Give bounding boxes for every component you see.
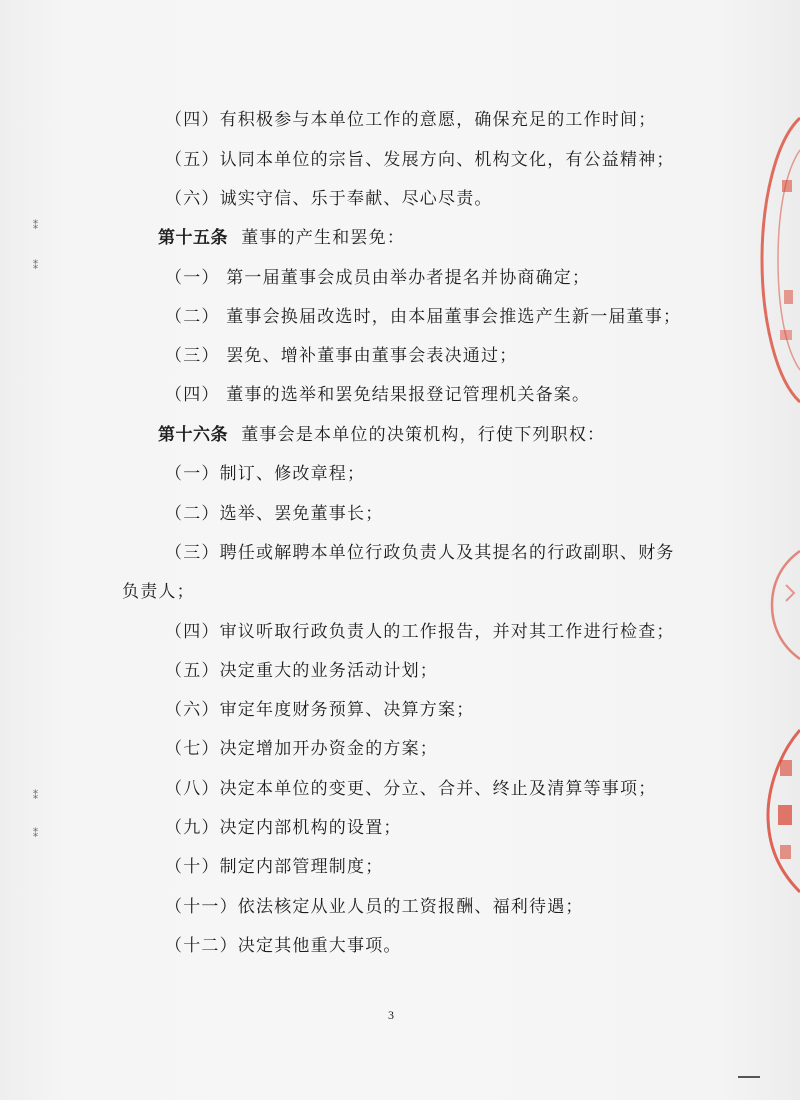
article-16-item: （九）决定内部机构的设置； (165, 818, 402, 838)
article-16-item: （八）决定本单位的变更、分立、合并、终止及清算等事项； (165, 779, 657, 799)
article-15-item: （一） 第一届董事会成员由举办者提名并协商确定； (165, 268, 591, 288)
article-16-item-continuation: 负责人； (122, 582, 195, 602)
partial-seal-bottom (756, 720, 800, 900)
article-16-item: （十一）依法核定从业人员的工资报酬、福利待遇； (165, 897, 584, 917)
article-16-item: （二）选举、罢免董事长； (165, 504, 384, 524)
article-16-item: （四）审议听取行政负责人的工作报告，并对其工作进行检查； (165, 622, 675, 642)
partial-seal-top (756, 110, 800, 410)
article-16-item: （一）制订、修改章程； (165, 464, 366, 484)
page-number: 3 (388, 1008, 394, 1022)
scan-speck: ⁑ (33, 829, 38, 840)
article-16-item: （十）制定内部管理制度； (165, 857, 384, 877)
scan-speck: ⁑ (33, 221, 38, 232)
article-16-item: （三）聘任或解聘本单位行政负责人及其提名的行政副职、财务 (165, 543, 675, 563)
scan-speck: ⁑ (33, 261, 38, 272)
article-15-item: （四） 董事的选举和罢免结果报登记管理机关备案。 (165, 385, 591, 405)
article-16-item: （七）决定增加开办资金的方案； (165, 739, 438, 759)
article-15-heading-line (158, 228, 405, 248)
article-16-heading-line (158, 425, 605, 445)
article-16-item: （五）决定重大的业务活动计划； (165, 661, 438, 681)
article-15-title: 董事的产生和罢免： (241, 228, 406, 248)
article-16-title: 董事会是本单位的决策机构，行使下列职权： (241, 425, 606, 445)
article-15-item: （三） 罢免、增补董事由董事会表决通过； (165, 346, 518, 366)
article-16-number: 第十六条 (158, 425, 228, 445)
text-line: （四）有积极参与本单位工作的意愿，确保充足的工作时间； (165, 110, 657, 130)
scan-mark (738, 1076, 760, 1078)
scan-speck: ⁑ (33, 791, 38, 802)
article-15-item: （二） 董事会换届改选时，由本届董事会推选产生新一届董事； (165, 307, 682, 327)
partial-seal-middle (756, 545, 800, 665)
text-line: （六）诚实守信、乐于奉献、尽心尽责。 (165, 189, 493, 209)
article-15-number: 第十五条 (158, 228, 228, 248)
article-16-item: （六）审定年度财务预算、决算方案； (165, 700, 475, 720)
article-16-item: （十二）决定其他重大事项。 (165, 936, 402, 956)
text-line: （五）认同本单位的宗旨、发展方向、机构文化，有公益精神； (165, 150, 675, 170)
